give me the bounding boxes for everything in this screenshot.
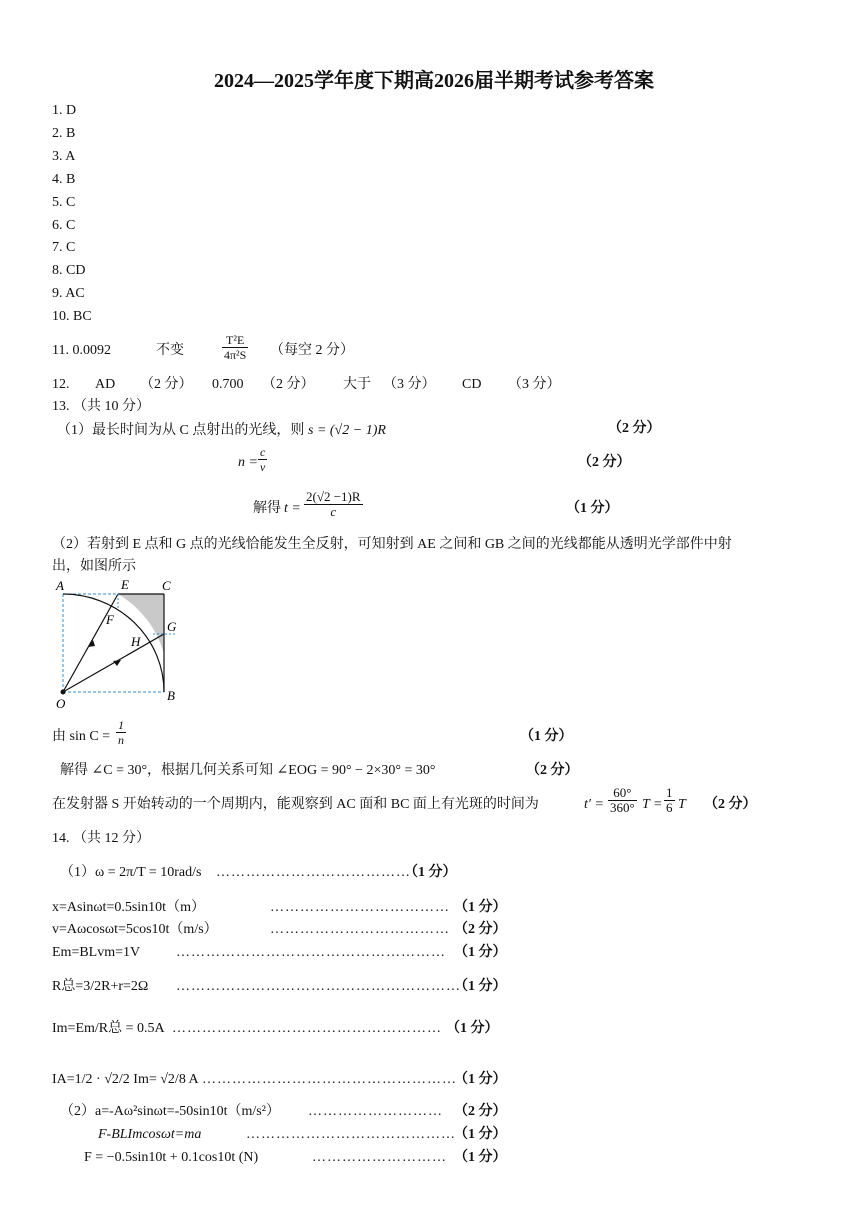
q14-row-4-dots: ……………………………………………… xyxy=(176,945,446,960)
q14-heading: 14. （共 12 分） xyxy=(52,831,150,846)
q12-answer-3: 大于 xyxy=(343,377,371,392)
q14-row-7-score: （1 分） xyxy=(454,1072,507,1087)
q13-period-frac2 xyxy=(664,786,675,815)
q14-row-5-score: （1 分） xyxy=(454,979,507,994)
q12-answer-4: CD xyxy=(462,377,482,392)
label-h: H xyxy=(131,634,141,649)
q14-row-10-text: F = −0.5sin10t + 0.1cos10t (N) xyxy=(84,1150,259,1165)
q14-row-1-score: （1 分） xyxy=(404,865,457,880)
q14-row-2-dots: ……………………………… xyxy=(270,900,450,915)
q14-row-3-dots: ……………………………… xyxy=(270,922,450,937)
q13-n-den: v xyxy=(260,460,266,474)
ray-og xyxy=(63,634,164,692)
q13-period-score: （2 分） xyxy=(704,797,757,812)
q11-frac-den: 4π²S xyxy=(224,348,247,362)
q13-sinc-fraction xyxy=(116,718,126,747)
optics-diagram xyxy=(48,574,198,714)
q14-row-10-dots: ……………………… xyxy=(312,1150,447,1165)
answer-1: 1. D xyxy=(52,103,77,118)
q13-n-score: （2 分） xyxy=(578,455,631,470)
q13-angle-line: 解得 ∠C = 30°，根据几何关系可知 ∠EOG = 90° − 2×30° = 30° xyxy=(60,763,436,778)
q14-row-9-dots: …………………………………… xyxy=(246,1127,456,1142)
q11-score-note: （每空 2 分） xyxy=(270,343,354,358)
q14-row-3-text: v=Aωcosωt=5cos10t（m/s） xyxy=(52,922,218,937)
q14-row-4-score: （1 分） xyxy=(454,945,507,960)
q13-period-right: T xyxy=(678,797,686,812)
label-e: E xyxy=(121,577,129,592)
q13-period-num: 60° xyxy=(608,786,637,801)
label-a: A xyxy=(56,578,64,593)
q14-row-8-dots: ……………………… xyxy=(308,1104,443,1119)
q14-row-7-text: IA=1/2 · √2/2 Im= √2/8 A xyxy=(52,1072,199,1087)
q13-sinc-left: 由 sin C = xyxy=(52,729,111,744)
q13-sinc-num: 1 xyxy=(118,718,124,732)
q11-answer-2: 不变 xyxy=(156,343,184,358)
answer-5: 5. C xyxy=(52,195,76,210)
q13-part1-formula: s = (√2 − 1)R xyxy=(308,423,386,438)
q13-period-frac1 xyxy=(608,786,637,815)
q12-answer-2: 0.700 xyxy=(212,377,244,392)
q14-row-9-text: F-BLImcosωt=ma xyxy=(98,1127,202,1142)
q14-row-6-score: （1 分） xyxy=(446,1021,499,1036)
q13-n-num: c xyxy=(260,445,266,459)
q13-t-den: c xyxy=(330,504,337,519)
shaded-region xyxy=(118,594,164,654)
label-b: B xyxy=(167,688,175,703)
page-title: 2024—2025学年度下期高2026届半期考试参考答案 xyxy=(214,70,654,92)
q13-part2-line1: （2）若射到 E 点和 G 点的光线恰能发生全反射，可知射到 AE 之间和 GB 之间的光线都能从透明光学部件中射 xyxy=(52,537,732,552)
q14-row-4-text: Em=BLvm=1V xyxy=(52,945,141,960)
q14-row-8-score: （2 分） xyxy=(454,1104,507,1119)
q12-score-4: （3 分） xyxy=(508,377,561,392)
q14-row-8-text: （2）a=-Aω²sinωt=-50sin10t（m/s²） xyxy=(60,1104,280,1119)
answer-4: 4. B xyxy=(52,172,76,187)
q14-row-10-score: （1 分） xyxy=(454,1150,507,1165)
answer-9: 9. AC xyxy=(52,286,85,301)
q13-period-left: t′ = xyxy=(584,797,604,812)
q12-score-3: （3 分） xyxy=(383,377,436,392)
q12-number: 12. xyxy=(52,377,70,392)
q13-t-num: 2(√2 −1)R xyxy=(306,489,361,504)
answer-3: 3. A xyxy=(52,149,76,164)
label-f: F xyxy=(106,612,114,627)
q12-score-1: （2 分） xyxy=(140,377,193,392)
q14-row-2-score: （1 分） xyxy=(454,900,507,915)
origin-point xyxy=(61,690,66,695)
q12-score-2: （2 分） xyxy=(262,377,315,392)
q13-t-fraction xyxy=(304,490,363,519)
q14-row-5-text: R总=3/2R+r=2Ω xyxy=(52,979,149,994)
q13-t-label: 解得 xyxy=(253,501,281,516)
answer-2: 2. B xyxy=(52,126,76,141)
q13-n-left: n = xyxy=(238,455,258,470)
q14-row-3-score: （2 分） xyxy=(454,922,507,937)
q13-n-fraction xyxy=(258,445,267,474)
answer-10: 10. BC xyxy=(52,309,92,324)
label-o: O xyxy=(56,696,66,711)
q14-row-7-dots: …………………………………………… xyxy=(202,1072,457,1087)
q13-period-num2: 1 xyxy=(666,785,673,800)
q14-row-6-dots: ……………………………………………… xyxy=(172,1021,442,1036)
q11-frac-num: T²E xyxy=(222,333,248,348)
q13-sinc-den: n xyxy=(118,733,124,747)
label-g: G xyxy=(167,619,177,634)
q13-part1-text: （1）最长时间为从 C 点射出的光线，则 xyxy=(57,423,305,438)
q13-period-den2: 6 xyxy=(666,800,673,815)
q14-row-2-text: x=Asinωt=0.5sin10t（m） xyxy=(52,900,205,915)
q14-row-9-score: （1 分） xyxy=(454,1127,507,1142)
label-c: C xyxy=(162,578,171,593)
q12-answer-1: AD xyxy=(95,377,116,392)
q14-row-5-dots: ………………………………………………… xyxy=(176,979,461,994)
q14-row-1-text: （1）ω = 2π/T = 10rad/s xyxy=(60,865,202,880)
q13-sinc-score: （1 分） xyxy=(520,729,573,744)
q13-period-mid: T = xyxy=(642,797,663,812)
q13-part2-line2: 出，如图所示 xyxy=(52,559,136,574)
q13-part1-score: （2 分） xyxy=(608,421,661,436)
ray-oe xyxy=(63,594,118,692)
q13-t-score: （1 分） xyxy=(566,501,619,516)
q13-angle-score: （2 分） xyxy=(526,763,579,778)
q13-period-line: 在发射器 S 开始转动的一个周期内，能观察到 AC 面和 BC 面上有光斑的时间为 xyxy=(52,797,539,812)
answer-8: 8. CD xyxy=(52,263,86,278)
q13-heading: 13. （共 10 分） xyxy=(52,399,150,414)
answer-6: 6. C xyxy=(52,218,76,233)
q11-fraction xyxy=(222,333,248,362)
q13-t-left: t = xyxy=(284,501,301,516)
q14-row-1-dots: ………………………………… xyxy=(216,865,411,880)
q14-row-6-text: Im=Em/R总 = 0.5A xyxy=(52,1021,165,1036)
q13-period-den: 360° xyxy=(610,800,635,815)
q11-answer-1: 11. 0.0092 xyxy=(52,343,111,358)
answer-7: 7. C xyxy=(52,240,76,255)
